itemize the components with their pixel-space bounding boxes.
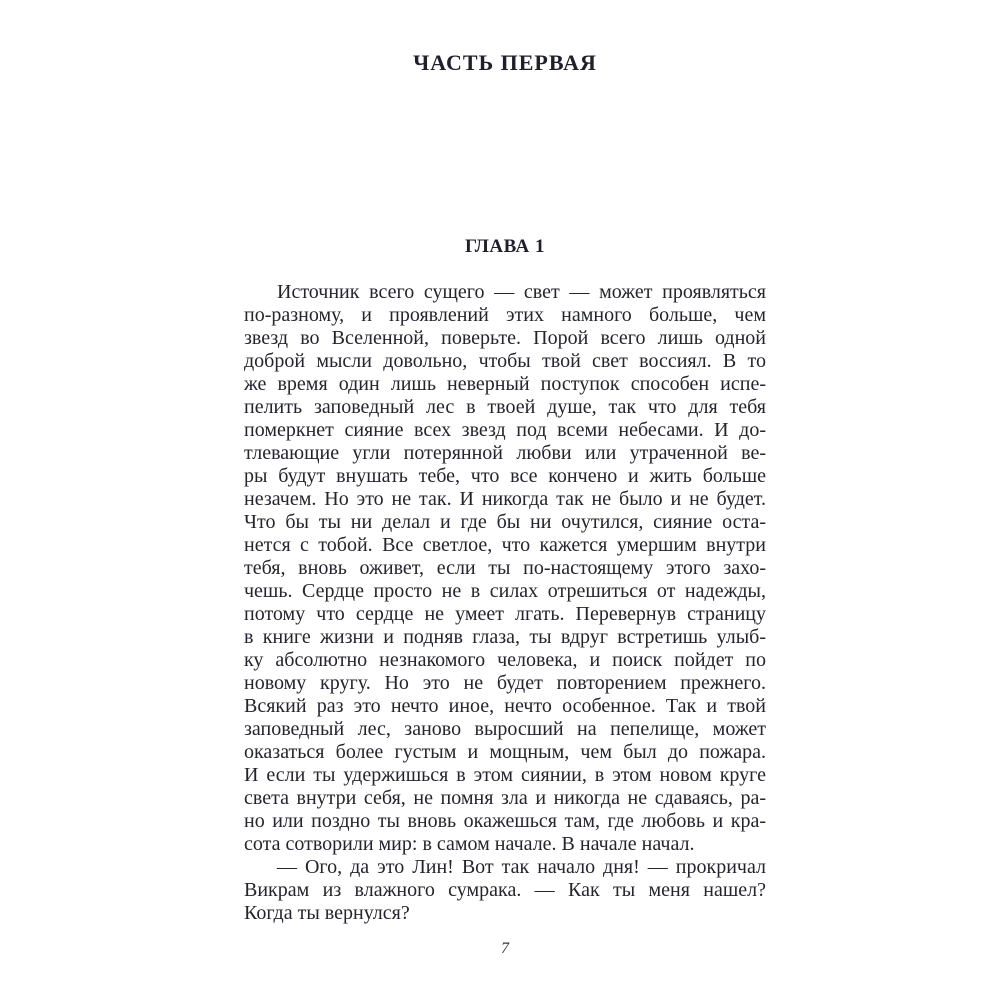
part-title: ЧАСТЬ ПЕРВАЯ — [413, 50, 597, 75]
text-line: света внутри себя, не помня зла и никогда не сдаваясь, ра- — [244, 787, 766, 809]
text-line: ку абсолютно незнакомого человека, и поиск пойдет по — [244, 649, 766, 671]
text-line: И если ты удержишься в этом сиянии, в этом новом круге — [244, 764, 766, 786]
text-line: заповедный лес, заново выросший на пепелище, может — [244, 718, 766, 740]
text-line: пелить заповедный лес в твоей душе, так что для тебя — [244, 396, 766, 418]
text-line: незачем. Но это не так. И никогда так не было и не будет. — [244, 488, 766, 510]
text-line: Источник всего сущего — свет — может проявляться — [277, 281, 766, 303]
text-line: по-разному, и проявлений этих намного больше, чем — [244, 304, 766, 326]
text-line: тебя, вновь оживет, если ты по-настоящему этого захо- — [244, 557, 766, 579]
text-line: ры будут внушать тебе, что все кончено и жить больше — [244, 465, 766, 487]
text-line: но или поздно ты вновь окажешься там, где любовь и кра- — [244, 810, 766, 832]
body-text — [244, 281, 766, 925]
text-line: оказаться более густым и мощным, чем был до пожара. — [244, 741, 766, 763]
text-line: — Ого, да это Лин! Вот так начало дня! — прокричал — [277, 856, 766, 878]
text-line: Викрам из влажного сумрака. — Как ты меня нашел? — [244, 879, 766, 901]
text-line: померкнет сияние всех звезд под всеми небесами. И до- — [244, 419, 766, 441]
text-line: Что бы ты ни делал и где бы ни очутился, сияние оста- — [244, 511, 766, 533]
text-line: сота сотворили мир: в самом начале. В начале начал. — [244, 833, 695, 855]
text-line: же время один лишь неверный поступок способен испе- — [244, 373, 766, 395]
text-line: чешь. Сердце просто не в силах отрешиться от надежды, — [244, 580, 766, 602]
text-line: Всякий раз это нечто иное, нечто особенное. Так и твой — [244, 695, 766, 717]
text-line: звезд во Вселенной, поверьте. Порой всего лишь одной — [244, 327, 766, 349]
text-line: тлевающие угли потерянной любви или утраченной ве- — [244, 442, 766, 464]
page-number: 7 — [501, 940, 509, 957]
text-line: Когда ты вернулся? — [244, 902, 410, 924]
text-line: новому кругу. Но это не будет повторением прежнего. — [244, 672, 766, 694]
text-line: потому что сердце не умеет лгать. Перевернув страницу — [244, 603, 766, 625]
text-line: нется с тобой. Все светлое, что кажется умершим внутри — [244, 534, 766, 556]
text-line: в книге жизни и подняв глаза, ты вдруг встретишь улыб- — [244, 626, 766, 648]
text-line: доброй мысли довольно, чтобы твой свет воссиял. В то — [244, 350, 766, 372]
chapter-title: ГЛАВА 1 — [464, 236, 546, 257]
